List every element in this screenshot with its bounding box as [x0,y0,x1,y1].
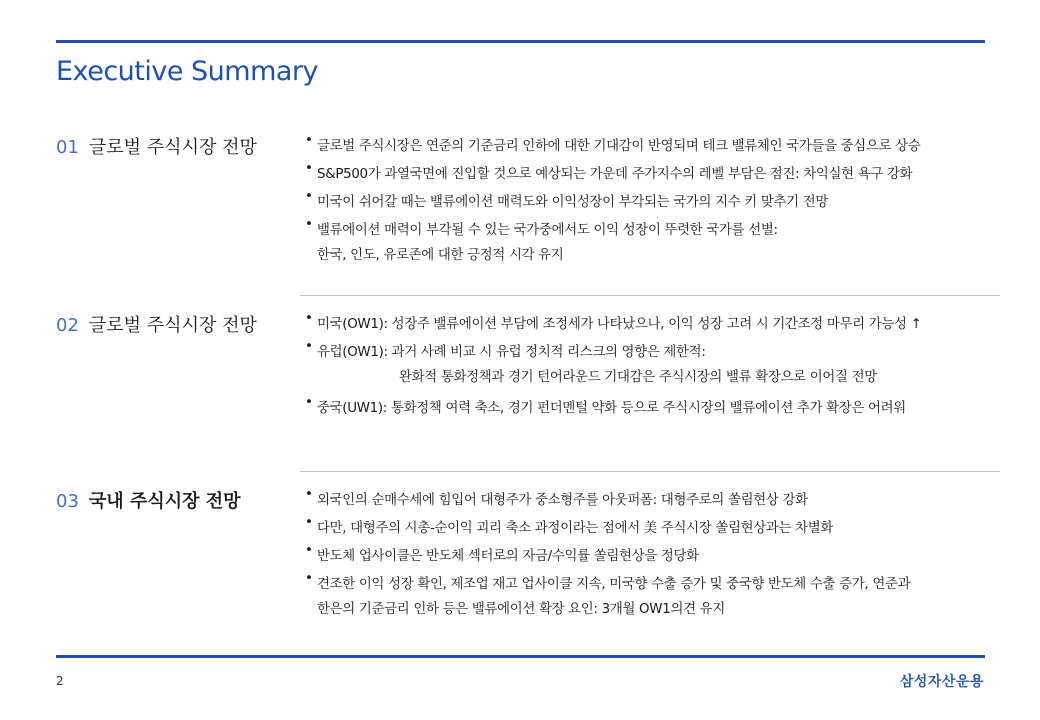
bullet-item [305,515,1005,543]
bullet-text: • 중국(UW1): 통화정책 여력 축소, 경기 펀더멘털 약화 등으로 주식시장의 밸류에이션 추가 확장은 어려워 [317,401,906,416]
bullet-text-continued: 한국, 인도, 유로존에 대한 긍정적 시각 유지 [317,248,564,263]
bullet-text: • 밸류에이션 매력이 부각될 수 있는 국가중에서도 이익 성장이 뚜렷한 국가를 선별: [317,223,778,238]
section-title: 국내 주식시장 전망 [88,491,241,512]
bullet-text: • 반도체 업사이클은 반도체 섹터로의 자금/수익률 쏠림현상을 정당화 [317,549,699,564]
bullet-text-continued: 한은의 기준금리 인하 등은 밸류에이션 확장 요인: 3개월 OW1의견 유지 [317,602,725,617]
bullet-item [305,133,1005,161]
bullet-text: • 미국(OW1): 성장주 밸류에이션 부담에 조정세가 나타났으나, 이익 성장 고려 시 기간조정 마무리 가능성 ↑ [317,317,922,332]
section-heading-03 [56,487,241,513]
section-divider [300,295,1000,296]
page-title: Executive Summary [56,56,319,87]
bullet-text: • 미국이 쉬어갈 때는 밸류에이션 매력도와 이익성장이 부각되는 국가의 지수 키 맞추기 전망 [317,195,829,210]
bullet-item [305,339,1005,389]
section-number: 02 [56,315,79,336]
bullet-text: • 글로벌 주식시장은 연준의 기준금리 인하에 대한 기대감이 반영되며 테크 밸류체인 국가들을 중심으로 상승 [317,139,921,154]
section-01-bullets [305,133,1005,267]
section-number: 01 [56,137,79,158]
bottom-rule [56,655,985,658]
bullet-text-continued: 완화적 통화정책과 경기 턴어라운드 기대감은 주식시장의 밸류 확장으로 이어질 전망 [399,370,877,385]
bullet-text: • 견조한 이익 성장 확인, 제조업 재고 업사이클 지속, 미국향 수출 증가 및 중국향 반도체 수출 증가, 연준과 [317,577,911,592]
brand-logo: 삼성자산운용 [899,674,984,690]
section-number: 03 [56,491,79,512]
bullet-item [305,571,1005,621]
bullet-text: • 외국인의 순매수세에 힘입어 대형주가 중소형주를 아웃퍼폼: 대형주로의 쏠림현상 강화 [317,493,808,508]
bullet-item [305,395,1005,423]
section-02-bullets [305,311,1005,423]
section-heading-02 [56,311,257,337]
bullet-item [305,189,1005,217]
section-title: 글로벌 주식시장 전망 [88,137,257,158]
section-title: 글로벌 주식시장 전망 [88,315,257,336]
bullet-text: • S&P500가 과열국면에 진입할 것으로 예상되는 가운데 주가지수의 레벨 부담은 점진: 차익실현 욕구 강화 [317,167,913,182]
bullet-item [305,217,1005,267]
bullet-text: • 다만, 대형주의 시총-순이익 괴리 축소 과정이라는 점에서 美 주식시장 쏠림현상과는 차별화 [317,521,834,536]
section-divider [300,471,1000,472]
bullet-item [305,311,1005,339]
page-number: 2 [56,674,64,688]
bullet-item [305,161,1005,189]
section-heading-01 [56,133,257,159]
bullet-text: • 유럽(OW1): 과거 사례 비교 시 유럽 정치적 리스크의 영향은 제한적: [317,345,706,360]
top-rule [56,40,985,43]
bullet-item [305,543,1005,571]
section-03-bullets [305,487,1005,621]
bullet-item [305,487,1005,515]
